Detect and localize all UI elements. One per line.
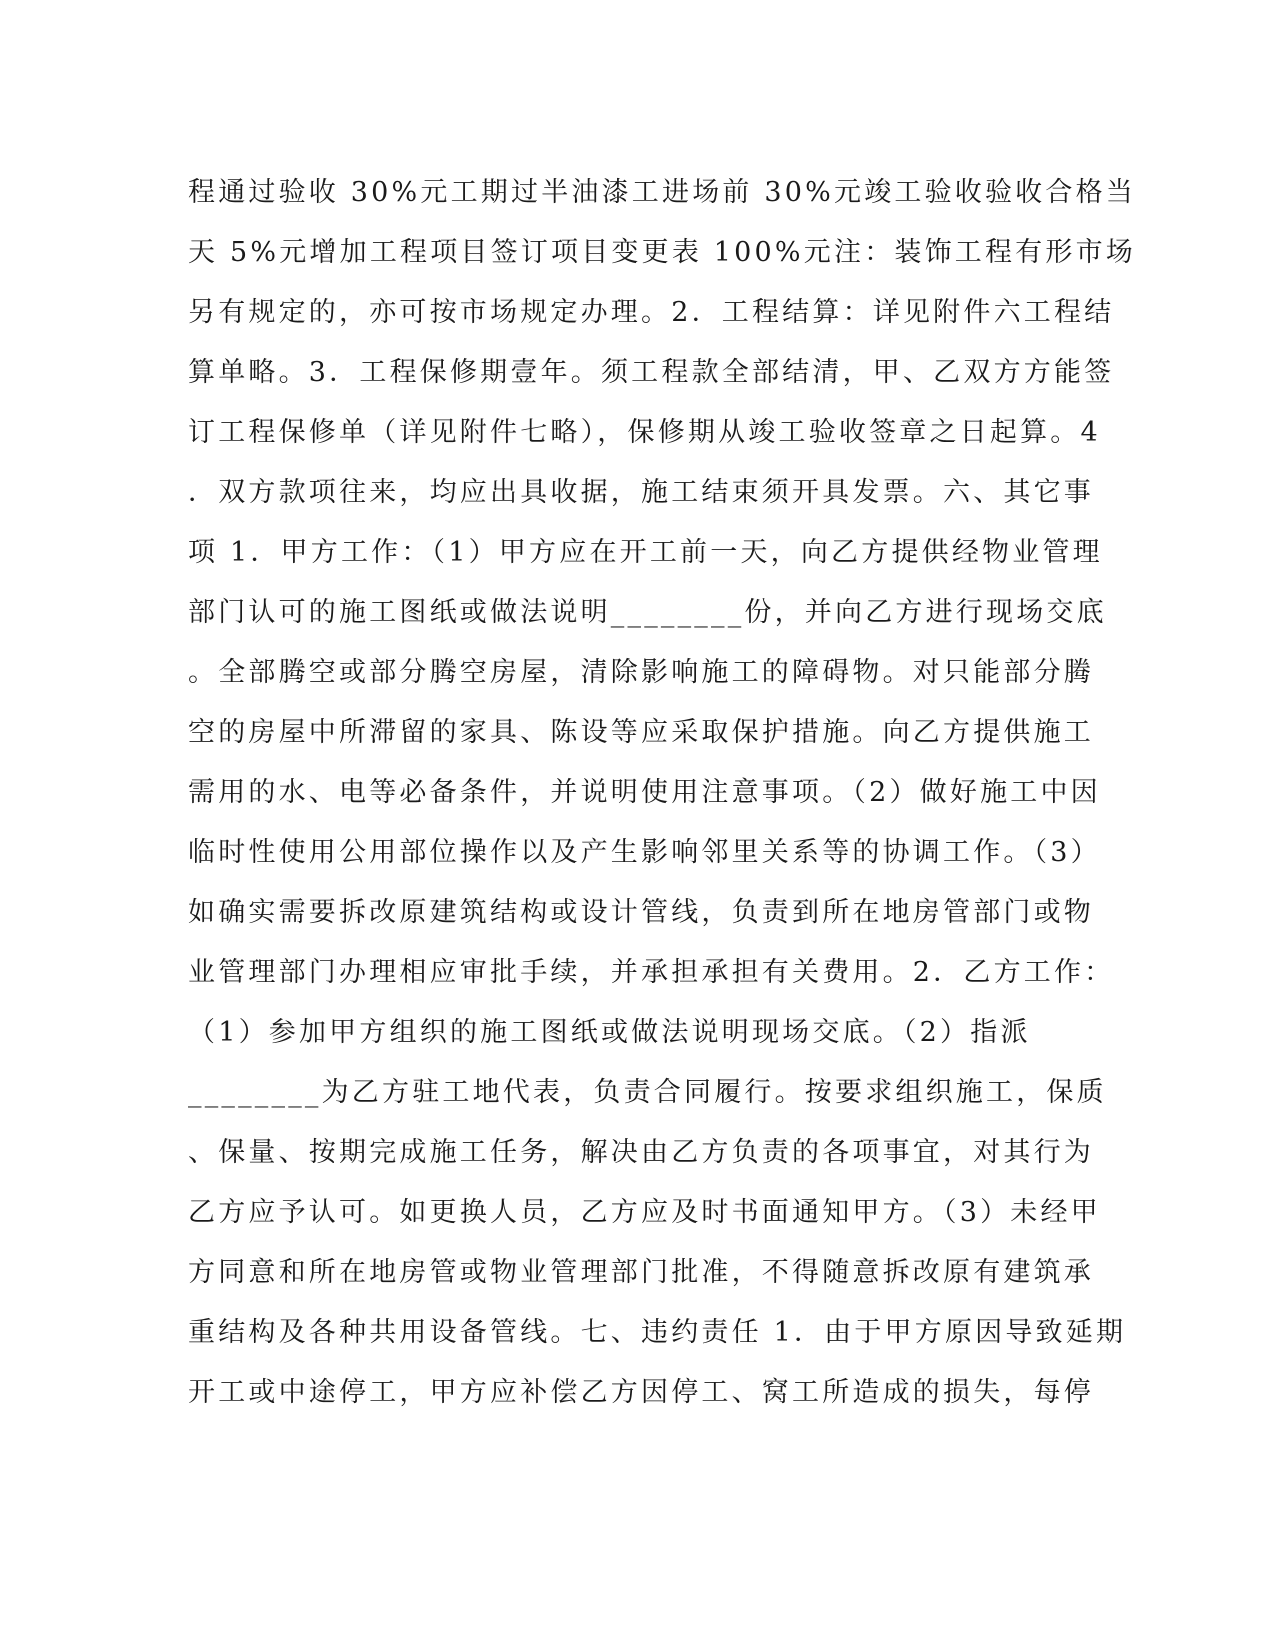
text-line: ________为乙方驻工地代表，负责合同履行。按要求组织施工，保质: [188, 1077, 1107, 1108]
text-line: 程通过验收 30%元工期过半油漆工进场前 30%元竣工验收验收合格当: [188, 177, 1136, 208]
text-line: 算单略。3．工程保修期壹年。须工程款全部结清，甲、乙双方方能签: [188, 357, 1115, 388]
text-line: 另有规定的，亦可按市场规定办理。2．工程结算：详见附件六工程结: [188, 297, 1115, 328]
text-line: 天 5%元增加工程项目签订项目变更表 100%元注：装饰工程有形市场: [188, 237, 1136, 268]
text-line: 重结构及各种共用设备管线。七、违约责任 1．由于甲方原因导致延期: [188, 1317, 1127, 1348]
text-line: 空的房屋中所滞留的家具、陈设等应采取保护措施。向乙方提供施工: [188, 717, 1094, 748]
text-line: （1）参加甲方组织的施工图纸或做法说明现场交底。（2）指派: [188, 1017, 1031, 1048]
text-line: 项 1．甲方工作：（1）甲方应在开工前一天，向乙方提供经物业管理: [188, 537, 1103, 568]
text-line: 临时性使用公用部位操作以及产生影响邻里关系等的协调工作。（3）: [188, 837, 1101, 868]
text-line: 、保量、按期完成施工任务，解决由乙方负责的各项事宜，对其行为: [188, 1137, 1094, 1168]
text-line: 需用的水、电等必备条件，并说明使用注意事项。（2）做好施工中因: [188, 777, 1101, 808]
text-line: 如确实需要拆改原建筑结构或设计管线，负责到所在地房管部门或物: [188, 897, 1094, 928]
text-line: 方同意和所在地房管或物业管理部门批准，不得随意拆改原有建筑承: [188, 1257, 1094, 1288]
body-text: [188, 163, 1136, 1423]
text-line: 订工程保修单（详见附件七略），保修期从竣工验收签章之日起算。4: [188, 417, 1101, 448]
text-line: 乙方应予认可。如更换人员，乙方应及时书面通知甲方。（3）未经甲: [188, 1197, 1101, 1228]
text-line: 业管理部门办理相应审批手续，并承担承担有关费用。2．乙方工作：: [188, 957, 1115, 988]
text-line: ．双方款项往来，均应出具收据，施工结束须开具发票。六、其它事: [188, 477, 1094, 508]
text-line: 部门认可的施工图纸或做法说明________份，并向乙方进行现场交底: [188, 597, 1107, 628]
text-line: 开工或中途停工，甲方应补偿乙方因停工、窝工所造成的损失，每停: [188, 1377, 1094, 1408]
text-line: 。全部腾空或部分腾空房屋，清除影响施工的障碍物。对只能部分腾: [188, 657, 1094, 688]
